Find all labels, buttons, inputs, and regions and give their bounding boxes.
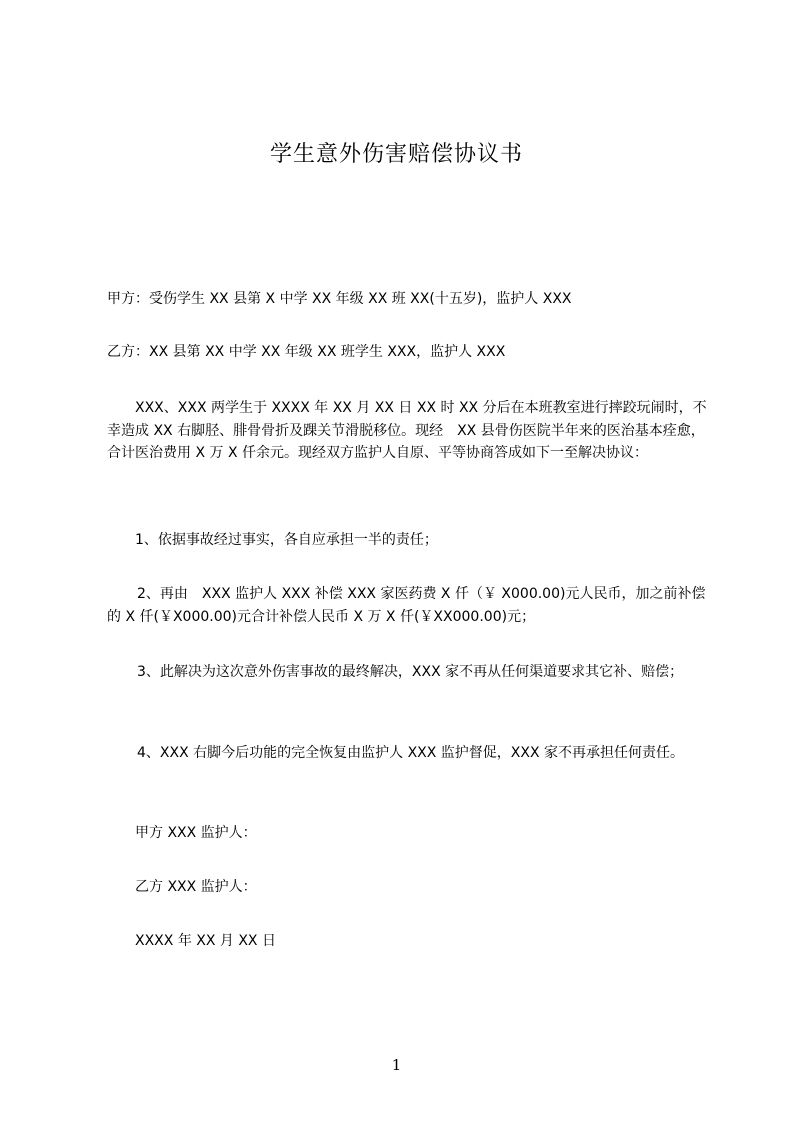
party-b-line: 乙方：XX 县第 XX 中学 XX 年级 XX 班学生 XXX，监护人 XXX — [107, 344, 506, 360]
page-number: 1 — [391, 1056, 402, 1074]
clause-4: 4、XXX 右脚今后功能的完全恢复由监护人 XXX 监护督促，XXX 家不再承担任何责任。 — [137, 745, 685, 761]
party-a-line: 甲方：受伤学生 XX 县第 X 中学 XX 年级 XX 班 XX(十五岁)，监护人 XXX — [107, 291, 572, 307]
party-a-signature-line: 甲方 XXX 监护人： — [135, 825, 257, 841]
clause-3: 3、此解决为这次意外伤害事故的最终解决，XXX 家不再从任何渠道要求其它补、赔偿； — [137, 664, 684, 680]
incident-facts-paragraph: XXX、XXX 两学生于 XXXX 年 XX 月 XX 日 XX 时 XX 分后在本班教室进行摔跤玩闹时，不幸造成 XX 右脚胫、腓骨骨折及踝关节滑脱移位。现经 XX 县骨伤医院半年来的医治基本痊愈，合计医治费用 X 万 X 仟余元。现经双方监护人自原、平等协商答成如下一至解决协议： — [107, 400, 707, 461]
document-title: 学生意外伤害赔偿协议书 — [269, 142, 523, 167]
agreement-date: XXXX 年 XX 月 XX 日 — [135, 933, 276, 949]
clause-1: 1、依据事故经过事实，各自应承担一半的责任； — [135, 532, 438, 548]
clause-2: 2、再由 XXX 监护人 XXX 补偿 XXX 家医药费 X 仟（￥ X000.00)元人民币，加之前补偿的 X 仟(￥X000.00)元合计补偿人民币 X 万 X 仟(￥XX000.00)元； — [107, 586, 706, 625]
party-b-signature-line: 乙方 XXX 监护人： — [135, 879, 257, 895]
